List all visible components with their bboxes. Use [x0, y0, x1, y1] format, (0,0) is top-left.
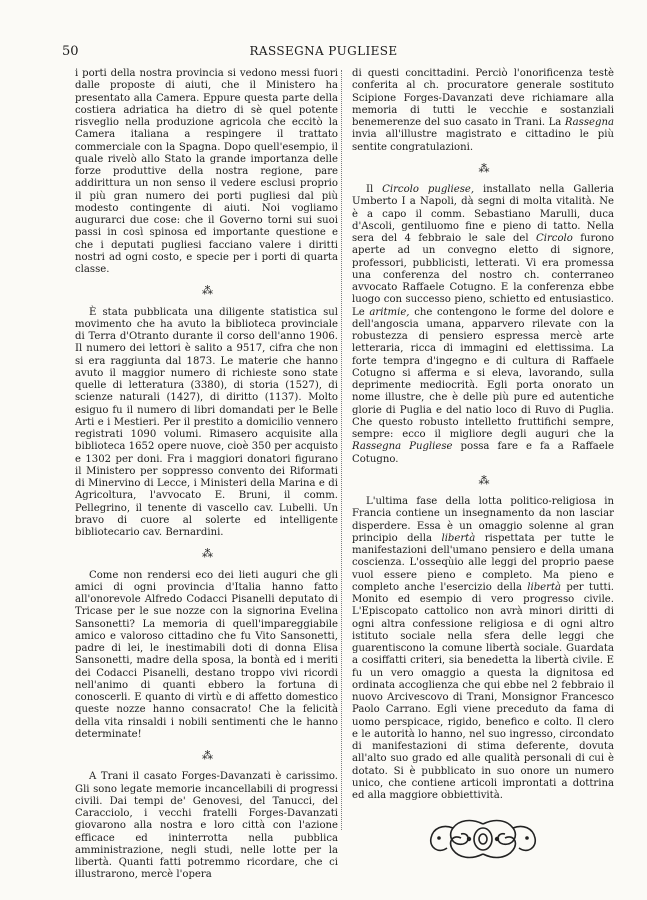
section-separator: ⁂ — [202, 547, 211, 561]
article-francia: L'ultima fase della lotta politico-religiosa in Francia contiene un insegnamento da non lasciar disperdere. Essa è un omaggio solenne al gran principio della libertà rispettata per tutte le manifestazioni dell'umano pensiero e della umana coscienza. L'osseqùio alle leggi del proprio paese vuol essere pieno e completo. Ma pieno e completo anche l'esercizio della libertà per tutti. Monito ed esempio di vero progresso civile. L'Episcopato cattolico non avrà minori diritti di ogni altra confessione religiosa e di ogni altro istituto sociale nella sfera delle leggi che guarentiscono la comune libertà sociale. Guardata a cosiffatti criteri, sia benedetta la libertà civile. E fu un vero omaggio a questa la dignitosa ed ordinata accoglienza che qui ebbe nel 2 febbraio il nuovo Arcivescovo di Trani, Monsignor Francesco Paolo Carrano. Egli viene preceduto da fama di uomo perspicace, rigido, benefico e colto. Il clero e le autorità lo hanno, nel suo ingresso, circondato di manifestazioni di stima deferente, dovuta all'alto suo grado ed alle qualità personali di cui è dotato. Si è pubblicato in suo onore un numero unico, che contiene articoli improntati a dottrina ed alla maggiore obbiettività. — [352, 496, 615, 801]
section-separator: ⁂ — [478, 161, 488, 175]
journal-title: RASSEGNA PUGLIESE — [249, 44, 398, 58]
decorative-ornament-icon — [423, 816, 543, 862]
section-separator: ⁂ — [202, 749, 211, 762]
article-forges-davanzati: A Trani il casato Forges-Davanzati è carissimo. Gli sono legate memorie incancellabili di progressi civili. Dai tempi de' Genovesi, del Tanucci, del Caracciolo, i vecchi fratelli Forges-Davanzati giovarono alla nostra e loro città con l'azione efficace ed ininterrotta nella pubblica amministrazione, negli studi, nelle lotte per la libertà. Quanti fatti potremmo ricordare, che ci illustrarono, mercè l'opera — [75, 771, 338, 881]
article-biblioteca: È stata pubblicata una diligente statistica sul movimento che ha avuto la biblioteca provinciale di Terra d'Otranto durante il corso dell'anno 1906. Il numero dei lettori è salito a 9517, cifra che non si era raggiunta dal 1873. Le materie che hanno avuto il maggior numero di richieste sono state quelle di letteratura (3380), di storia (1527), di scienze naturali (1427), di diritto (1137). Molto esiguo fu il numero di libri domandati per le Belle Arti e i Mestieri. Per il prestito a domicilio vennero registrati 1090 volumi. Rimasero acquisite alla biblioteca 1652 opere nuove, cioè 350 per acquisto e 1302 per doni. Fra i maggiori donatori figurano il Ministero per soppresso convento dei Riformati di Minervino di Lecce, i Ministeri della Marina e di Agricoltura, l'avvocato E. Bruni, il comm. Pellegrino, il tenente di vascello cav. Lubelli. Un bravo di cuore al solerte ed intelligente bibliotecario cav. Bernardini. — [75, 306, 338, 538]
article-nozze: Come non rendersi eco dei lieti auguri che gli amici di ogni provincia d'Italia hanno fatto all'onorevole Alfredo Codacci Pisanelli deputato di Tricase per le sue nozze con la signorina Evelina Sansonetti? La memoria di quell'impareggiabile amico e valoroso cittadino che fu Vito Sansonetti, padre di lei, le inestimabili doti di donna Elisa Sansonetti, madre della sposa, la bontà ed i meriti dei Codacci Pisanelli, destano troppo vivi ricordi nell'animo di quanti ebbero la fortuna di conoscerli. E quanto di virtù e di affetto domestico queste nozze hanno consacrato! Che la felicità della vita rinsaldi i nobili sentimenti che le hanno determinate! — [75, 569, 338, 740]
right-column — [352, 68, 614, 862]
article-circolo-pugliese: Il Circolo pugliese, installato nella Galleria Umberto I a Napoli, dà segni di molta vitalità. Ne è a capo il comm. Sebastiano Marulli, duca d'Ascoli, gentiluomo fine e pieno di tatto. Nella sera del 4 febbraio le sale del Circolo furono aperte ad un convegno eletto di signore, professori, pubblicisti, letterati. Vi era promessa una conferenza del nostro ch. conterraneo avvocato Raffaele Cotugno. E la conferenza ebbe luogo con successo pieno, schietto ed entusiastico. Le aritmie, che contengono le forme del dolore e dell'angoscia umana, apparvero rilevate con la robustezza di pensiero espressa mercè arte letteraria, ricca di immagini ed elettissima. La forte tempra d'ingegno e di cultura di Raffaele Cotugno si afferma e si eleva, lavorando, sulla deprimente mediocrità. Egli porta onorato un nome illustre, che è delle più pure ed autentiche glorie di Puglia e del natio loco di Ruvo di Puglia. Che questo robusto intelletto fruttifichi sempre, sempre: ecco il migliore degli auguri che la Rassegna Pugliese possa fare e fa a Raffaele Cotugno. — [352, 184, 615, 465]
article-forges-davanzati-cont: di questi concittadini. Perciò l'onorificenza testè conferita al ch. procuratore generale sostituto Scipione Forges-Davanzati deve richiamare alla memoria di tutti le vecchie e sostanziali benemerenze del suo casato in Trani. La Rassegna invia all'illustre magistrato e cittadino le più sentite congratulazioni. — [352, 68, 614, 153]
section-separator: ⁂ — [202, 284, 211, 298]
article-porti: i porti della nostra provincia si vedono messi fuori dalle proposte di aiuti, che il Ministero ha presentato alla Camera. Eppure questa parte della costiera adriatica ha dietro di sè quel potente risveglio nella produzione agricola che eccitò la Camera italiana a respingere il trattato commerciale con la Spagna. Dopo quell'esempio, il quale rivelò allo Stato la grande importanza delle forze produttive della nostra regione, pare addirittura un non senso il vedere esclusi proprio il più gran numero dei porti pugliesi dal più modesto contingente di aiuti. Noi vogliamo augurarci due cose: che il Governo torni sui suoi passi in così spinosa ed importante questione e che i deputati pugliesi facciano valere i diritti nostri ad ogni costo, e specie per i porti di quarta classe. — [75, 68, 338, 275]
left-column — [75, 68, 338, 882]
column-divider — [341, 70, 342, 830]
page-header — [0, 44, 647, 60]
page-number: 50 — [62, 44, 79, 59]
section-separator: ⁂ — [478, 473, 488, 487]
